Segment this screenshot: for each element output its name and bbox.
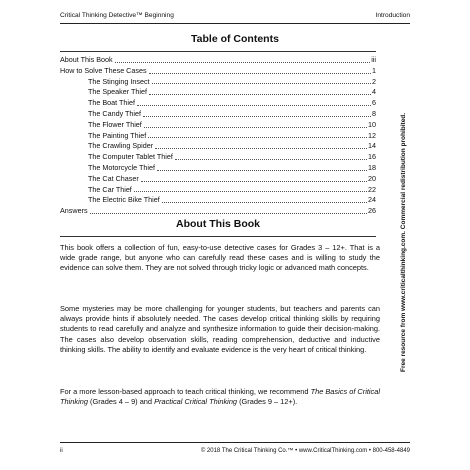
toc-entry bbox=[60, 66, 376, 77]
toc-entry bbox=[60, 131, 376, 142]
toc-entry-label: The Car Thief bbox=[88, 184, 132, 194]
toc-entry-label: Answers bbox=[60, 206, 88, 216]
toc-leader-dots bbox=[90, 213, 367, 214]
page-number: ii bbox=[60, 448, 63, 454]
about-paragraph-3 bbox=[60, 387, 380, 407]
header-section-name: Introduction bbox=[375, 12, 410, 19]
toc-list bbox=[60, 55, 376, 217]
toc-entry bbox=[60, 163, 376, 174]
toc-leader-dots bbox=[148, 137, 367, 138]
toc-entry-page: 4 bbox=[372, 87, 376, 97]
toc-leader-dots bbox=[134, 191, 367, 192]
toc-entry bbox=[60, 109, 376, 120]
toc-leader-dots bbox=[162, 202, 367, 203]
toc-leader-dots bbox=[155, 148, 367, 149]
toc-entry-label: The Candy Thief bbox=[88, 108, 142, 118]
toc-divider bbox=[60, 51, 376, 52]
toc-leader-dots bbox=[149, 73, 371, 74]
about-divider bbox=[60, 236, 376, 237]
toc-leader-dots bbox=[141, 181, 367, 182]
toc-entry-label: The Flower Thief bbox=[88, 119, 142, 129]
toc-entry bbox=[60, 141, 376, 152]
header-book-title: Critical Thinking Detective™ Beginning bbox=[60, 12, 174, 19]
toc-entry bbox=[60, 120, 376, 131]
toc-leader-dots bbox=[137, 105, 371, 106]
toc-entry-page: 26 bbox=[368, 206, 376, 216]
toc-leader-dots bbox=[157, 170, 367, 171]
toc-entry bbox=[60, 55, 376, 66]
toc-entry-page: 20 bbox=[368, 173, 376, 183]
toc-entry-label: The Computer Tablet Thief bbox=[88, 152, 173, 162]
about-paragraph-3-text-e: (Grades 9 – 12+). bbox=[237, 397, 298, 407]
toc-leader-dots bbox=[152, 83, 371, 84]
footer-divider bbox=[60, 442, 410, 443]
toc-entry-label: The Electric Bike Thief bbox=[88, 195, 160, 205]
toc-entry bbox=[60, 174, 376, 185]
toc-leader-dots bbox=[144, 127, 367, 128]
toc-entry-page: 2 bbox=[372, 76, 376, 86]
toc-entry-page: 8 bbox=[372, 108, 376, 118]
book-title-practical: Practical Critical Thinking bbox=[154, 397, 238, 407]
about-paragraph-2: Some mysteries may be more challenging for younger students, but teachers and parents can always provide hints if absolutely needed. The cases develop critical thinking skills by requiring students to read carefully and analyze and synthesize information to guide their decision-making. The cases also develop observation skills, reading comprehension, deductive and inductive thinking skills. The ability to identify and evaluate evidence is the very heart of critical thinking. bbox=[60, 304, 380, 354]
toc-entry-page: 24 bbox=[368, 195, 376, 205]
toc-entry bbox=[60, 185, 376, 196]
toc-entry-page: 6 bbox=[372, 98, 376, 108]
toc-entry-label: The Cat Chaser bbox=[88, 173, 139, 183]
toc-entry-label: The Boat Thief bbox=[88, 98, 136, 108]
about-paragraph-1: This book offers a collection of fun, easy-to-use detective cases for Grades 3 – 12+. That is a wide grade range, but anyone who can carefully read these cases and is willing to study the evidence can solve them. They are not solved through tricky logic or advanced math concepts. bbox=[60, 243, 380, 273]
toc-entry-label: The Painting Thief bbox=[88, 130, 147, 140]
toc-entry-page: 1 bbox=[372, 65, 376, 75]
toc-entry bbox=[60, 206, 376, 217]
toc-entry-page: 10 bbox=[368, 119, 376, 129]
toc-entry bbox=[60, 152, 376, 163]
toc-leader-dots bbox=[149, 94, 371, 95]
header-divider bbox=[60, 23, 410, 24]
toc-entry-label: The Crawling Spider bbox=[88, 141, 154, 151]
about-paragraph-3-text-a: For a more lesson-based approach to teach critical thinking, we recommend bbox=[60, 387, 311, 396]
toc-entry-page: 22 bbox=[368, 184, 376, 194]
about-paragraph-3-text-c: (Grades 4 – 9) and bbox=[87, 397, 155, 407]
book-title-basics: The Basics of Critical Thinking bbox=[60, 387, 381, 407]
toc-entry bbox=[60, 87, 376, 98]
toc-entry-label: The Speaker Thief bbox=[88, 87, 147, 97]
toc-leader-dots bbox=[115, 62, 371, 63]
toc-entry-label: The Stinging Insect bbox=[88, 76, 150, 86]
toc-entry-page: iii bbox=[371, 55, 376, 64]
toc-entry-page: 12 bbox=[368, 130, 376, 140]
toc-entry-label: How to Solve These Cases bbox=[60, 65, 147, 75]
toc-entry-label: The Motorcycle Thief bbox=[88, 162, 155, 172]
toc-entry-page: 14 bbox=[368, 141, 376, 151]
toc-entry bbox=[60, 195, 376, 206]
redistribution-notice: Free resource from www.criticalthinking.com. Commercial redistribution prohibited. bbox=[400, 112, 407, 372]
footer-copyright: © 2018 The Critical Thinking Co.™ • www.CriticalThinking.com • 800-458-4849 bbox=[200, 448, 410, 454]
toc-entry bbox=[60, 77, 376, 88]
toc-leader-dots bbox=[175, 159, 367, 160]
toc-entry-page: 18 bbox=[368, 162, 376, 172]
toc-entry-label: About This Book bbox=[60, 55, 113, 64]
toc-entry-page: 16 bbox=[368, 152, 376, 162]
about-title: About This Book bbox=[176, 218, 260, 230]
toc-title: Table of Contents bbox=[191, 33, 279, 45]
toc-entry bbox=[60, 98, 376, 109]
toc-leader-dots bbox=[143, 116, 371, 117]
